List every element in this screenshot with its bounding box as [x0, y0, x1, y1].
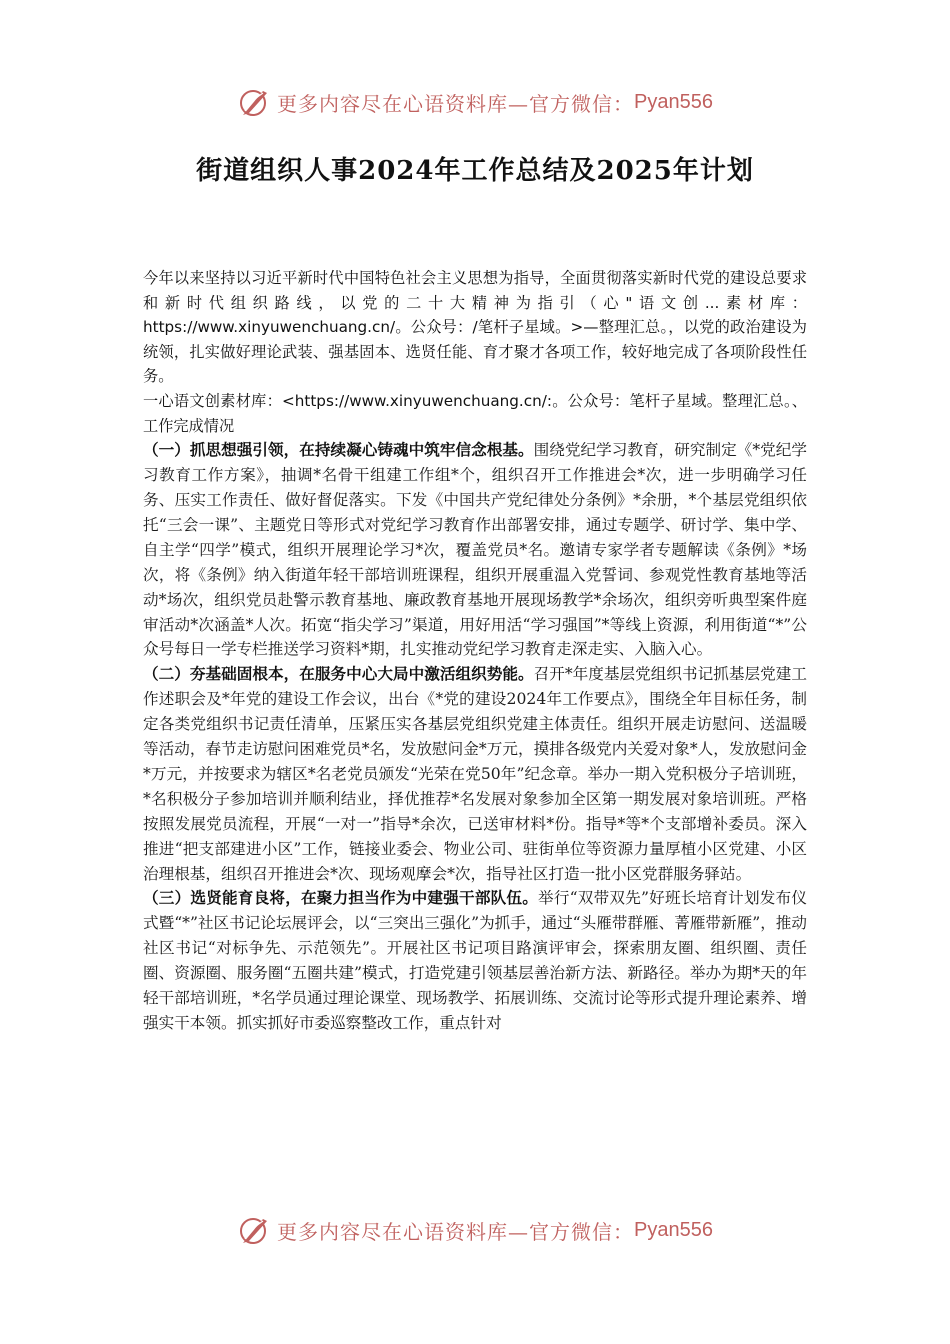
document-body [143, 266, 807, 1036]
section-1 [143, 438, 807, 662]
banner-wechat-id: Pyan556 [634, 90, 713, 113]
section-3 [143, 886, 807, 1035]
source-note: 一心语文创素材库：<https://www.xinyuwenchuang.cn/:。公众号：笔杆子星域。整理汇总。、工作完成情况 [143, 391, 807, 435]
quill-logo-icon [237, 85, 271, 119]
section-2-heading: （二）夯基础固根本，在服务中心大局中激活组织势能。 [143, 665, 534, 684]
header-banner [0, 82, 950, 122]
intro-paragraph: 今年以来坚持以习近平新时代中国特色社会主义思想为指导，全面贯彻落实新时代党的建设总要求和新时代组织路线，以党的二十大精神为指引（心"语文创...素材库：https://www.xinyuwenchuang.cn/。公众号：/笔杆子星域。>—整理汇总。，以党的政治建设为统领，扎实做好理论武装、强基固本、选贤任能、育才聚才各项工作，较好地完成了各项阶段性任务。 [143, 269, 807, 386]
banner-text: 更多内容尽在心语资料库—官方微信： [277, 91, 635, 116]
quill-logo-icon [237, 1213, 271, 1247]
banner-wechat-id: Pyan556 [634, 1218, 713, 1241]
section-2-text: 召开*年度基层党组织书记抓基层党建工作述职会及*年党的建设工作会议，出台《*党的建设2024年工作要点》，围绕全年目标任务，制定各类党组织书记责任清单，压紧压实各基层党组织党建主体责任。组织开展走访慰问、送温暖等活动，春节走访慰问困难党员*名，发放慰问金*万元，摸排各级党内关爱对象*人，发放慰问金*万元，并按要求为辖区*名老党员颁发“光荣在党50年”纪念章。举办一期入党积极分子培训班，*名积极分子参加培训并顺利结业，择优推荐*名发展对象参加全区第一期发展对象培训班。严格按照发展党员流程，开展“一对一”指导*余次，已送审材料*份。指导*等*个支部增补委员。深入推进“把支部建进小区”工作，链接业委会、物业公司、驻街单位等资源力量厚植小区党建、小区治理根基，组织召开推进会*次、现场观摩会*次，指导社区打造一批小区党群服务驿站。 [143, 665, 807, 883]
document-title: 街道组织人事2024年工作总结及2025年计划 [196, 156, 754, 186]
footer-banner [0, 1210, 950, 1250]
section-2 [143, 662, 807, 886]
section-1-heading: （一）抓思想强引领，在持续凝心铸魂中筑牢信念根基。 [143, 441, 534, 460]
section-3-text: 举行“双带双先”好班长培育计划发布仪式暨“*”社区书记论坛展评会，以“三突出三强化”为抓手，通过“头雁带群雁、菁雁带新雁”，推动社区书记“对标争先、示范领先”。开展社区书记项目路演评审会，探索朋友圈、组织圈、责任圈、资源圈、服务圈“五圈共建”模式，打造党建引领基层善治新方法、新路径。举办为期*天的年轻干部培训班，*名学员通过理论课堂、现场教学、拓展训练、交流讨论等形式提升理论素养、增强实干本领。抓实抓好市委巡察整改工作，重点针对 [143, 889, 807, 1032]
section-1-text: 围绕党纪学习教育，研究制定《*党纪学习教育工作方案》，抽调*名骨干组建工作组*个，组织召开工作推进会*次，进一步明确学习任务、压实工作责任、做好督促落实。下发《中国共产党纪律处分条例》*余册，*个基层党组织依托“三会一课”、主题党日等形式对党纪学习教育作出部署安排，通过专题学、研讨学、集中学、自主学“四学”模式，组织开展理论学习*次，覆盖党员*名。邀请专家学者专题解读《条例》*场次，将《条例》纳入街道年轻干部培训班课程，组织开展重温入党誓词、参观党性教育基地等活动*场次，组织党员赴警示教育基地、廉政教育基地开展现场教学*余场次，组织旁听典型案件庭审活动*次涵盖*人次。拓宽“指尖学习”渠道，用好用活“学习强国”*等线上资源，利用街道“*”公众号每日一学专栏推送学习资料*期，扎实推动党纪学习教育走深走实、入脑入心。 [143, 441, 807, 659]
section-3-heading: （三）选贤能育良将，在聚力担当作为中建强干部队伍。 [143, 889, 539, 908]
banner-text: 更多内容尽在心语资料库—官方微信： [277, 1219, 635, 1244]
